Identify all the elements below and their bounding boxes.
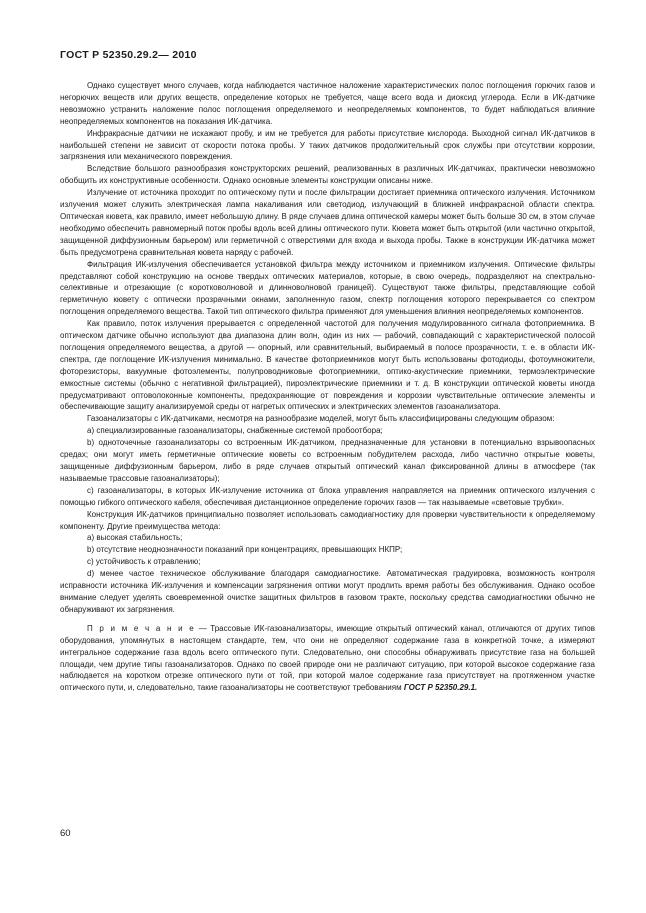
list-item-c: c) газоанализаторы, в которых ИК-излучение источника от блока управления направляется на приемник оптического излучения с помощью гибкого оптического кабеля, обеспечивая дистанционное определение горючих газов — так называемые «световые трубки». bbox=[60, 485, 595, 507]
advantage-item-d: d) менее частое техническое обслуживание благодаря самодиагностике. Автоматическая градуировка, возможность контроля исправности источника ИК-излучения и компенсации загрязнения оптики могут продлить время работы без обслуживания. Однако особое внимание следует уделять своевременной очистке защитных фильтров в газовом тракте, поскольку средства самодиагностики обычно не обнаруживают их загрязнения. bbox=[60, 569, 595, 614]
paragraph-modulation: Как правило, поток излучения прерывается с определенной частотой для получения модулированного сигнала фотоприемника. В оптическом датчике обычно используют два диапазона длин волн, один из них — рабочий, совпадающий с характеристической полосой поглощения определяемого вещества, а другой — опорный, или сравнительный, выбираемый в полосе прозрачности, т. е. в области ИК-спектра, где поглощение ИК-излучения минимально. В качестве фотоприемников могут быть использованы фотодиоды, фотоумножители, фоторезисторы, вакуумные фотоэлементы, полупроводниковые фотоприемники, оптико-акустические приемники, термоэлектрические емкостные системы (обычно с негативной фильтрацией), пироэлектрические приемники и т. д. В конструкции оптической кюветы иногда предусматривают оптоволоконные компоненты, предохраняющие от повреждения и коррозии чувствительные оптические элементы и обеспечивающие защиту анализируемой среды от нагретых оптических и электрических элементов газоанализатора. bbox=[60, 319, 595, 412]
advantage-item-a: a) высокая стабильность; bbox=[87, 533, 183, 543]
list-item-b: b) одноточечные газоанализаторы со встроенным ИК-датчиком, предназначенные для установки в потенциально взрывоопасных средах; они могут иметь герметичные оптические кюветы со встроенным побудителем расхода, либо частично открытые кюветы, защищенные диффузионным барьером, либо в ряде случаев открытый оптический канал фиксированной длины в атмосфере (так называемые трассовые газоанализаторы); bbox=[60, 438, 595, 483]
paragraph-self-diagnostics: Конструкция ИК-датчиков принципиально позволяет использовать самодиагностику для проверки чувствительности к определяемому компоненту. Другие преимущества метода: bbox=[60, 509, 595, 531]
paragraph-overlap: Однако существует много случаев, когда наблюдается частичное наложение характеристических полос поглощения горючих газов и негорючих веществ или других веществ, определение которых не требуется, чаще всего вода и диоксид углерода. Если в ИК-датчике невозможно устранить наложение полос поглощения определяемого и неопределяемых компонентов, то будет наблюдаться влияние неопределяемых компонентов на показания ИК-датчика. bbox=[60, 81, 595, 126]
paragraph-design-variety: Вследствие большого разнообразия конструкторских решений, реализованных в различных ИК-датчиках, практически невозможно обобщить их конструктивные особенности. Однако основные элементы конструкции описаны ниже. bbox=[60, 164, 595, 186]
note-reference: ГОСТ Р 52350.29.1. bbox=[403, 683, 478, 693]
list-item-a: a) специализированные газоанализаторы, снабженные системой пробоотбора; bbox=[87, 426, 383, 436]
document-body bbox=[60, 80, 595, 694]
paragraph-classification: Газоанализаторы с ИК-датчиками, несмотря на разнообразие моделей, могут быть классифицированы следующим образом: bbox=[87, 414, 555, 424]
page-number: 60 bbox=[60, 828, 71, 839]
advantage-item-c: c) устойчивость к отравлению; bbox=[87, 557, 201, 567]
paragraph-ir-advantages: Инфракрасные датчики не искажают пробу, и им не требуется для работы присутствие кислорода. Выходной сигнал ИК-датчиков в наибольшей степени не зависит от скорости потока пробы. У таких датчиков продолжительный срок службы при отсутствии коррозии, загрязнения или механического повреждения. bbox=[60, 128, 595, 162]
paragraph-radiation-source: Излучение от источника проходит по оптическому пути и после фильтрации достигает приемника оптического излучения. Источником излучения может служить электрическая лампа накаливания или светодиод, излучающий в ближней инфракрасной области спектра. Оптическая кювета, как правило, имеет небольшую длину. В ряде случаев длина оптической камеры может быть больше 30 см, в этом случае необходимо обеспечить равномерный поток пробы вдоль всей длины оптического пути. Кювета может быть открытой (или частично открытой, защищенной диффузионным барьером) или герметичной с отверстиями для входа и выхода пробы. Также в конструкции ИК-датчика может быть предусмотрена сравнительная кювета наряду с рабочей. bbox=[60, 188, 595, 257]
page-header: ГОСТ Р 52350.29.2— 2010 bbox=[60, 49, 197, 61]
note-text: — Трассовые ИК-газоанализаторы, имеющие открытый оптический канал, отличаются от других типов оборудования, упомянутых в настоящем стандарте, тем, что они не определяют содержание газа в конкретной точке, а измеряют интегральное содержание газа вдоль всего оптического пути. Следовательно, они способны обнаруживать присутствие газа на большей площади, чем другие типы газоанализаторов. Однако по своей природе они не различают ситуацию, при которой высокое содержание газа наблюдается на коротком отрезке оптического пути от той, при которой малое содержание газа присутствует на протяженном участке оптического пути, и, следовательно, такие газоанализаторы не соответствуют требованиям bbox=[60, 623, 595, 693]
note-label: П р и м е ч а н и е bbox=[87, 623, 196, 633]
advantage-item-b: b) отсутствие неоднозначности показаний при концентрациях, превышающих НКПР; bbox=[87, 545, 403, 555]
note-paragraph bbox=[60, 623, 595, 694]
paragraph-filtering: Фильтрация ИК-излучения обеспечивается установкой фильтра между источником и приемником излучения. Оптические фильтры представляют собой конструкцию на основе твердых оптических материалов, которые, в свою очередь, подразделяют на спектрально-селективные и отрезающие (с коротковолновой и длинноволновой границей). Существуют также фильтры, представляющие собой герметичную кювету с оптически прозрачными окнами, заполненную газом, спектр поглощения которого перекрывается со спектром поглощения определяемого вещества. Такой тип оптического фильтра применяют для уменьшения влияния неопределяемых компонентов. bbox=[60, 259, 595, 317]
